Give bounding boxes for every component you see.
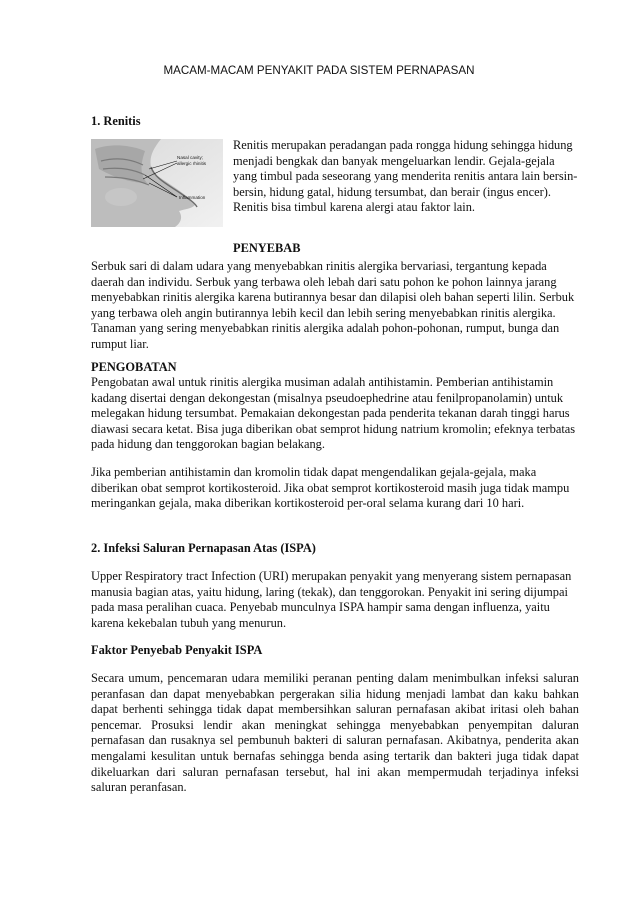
ispa-intro-text: Upper Respiratory tract Infection (URI) merupakan penyakit yang menyerang sistem pernapasan manusia bagian atas, yaitu hidung, laring (tekak), dan tenggorokan. Penyakit ini sering dijumpai pada masa peralihan cuaca. Penyebab munculnya ISPA hampir sama dengan influenza, yaitu karena kekebalan tubuh yang menurun. (91, 569, 572, 630)
nasal-cavity-illustration (91, 139, 223, 227)
renitis-intro-text: Renitis merupakan peradangan pada rongga hidung sehingga hidung menjadi bengkak dan banyak mengeluarkan lendir. Gejala-gejala yang timbul pada seseorang yang menderita renitis antara lain bersin-bersin, hidung gatal, hidung tersumbat, dan berair (ingus encer). Renitis bisa timbul karena alergi atau faktor lain. (233, 138, 578, 215)
pengobatan-text-2: Jika pemberian antihistamin dan kromolin tidak dapat mengendalikan gejala-gejala, maka diberikan obat semprot kortikosteroid. Jika obat semprot kortikosteroid masih juga tidak mampu meringankan gejala, maka diberikan kortikosteroid per-oral selama kurang dari 10 hari. (91, 465, 570, 511)
figure-label-inflammation: Inflammation (179, 195, 206, 200)
figure-label-nasal-cavity: Nasal cavity; (177, 155, 204, 160)
faktor-penyebab-heading: Faktor Penyebab Penyakit ISPA (91, 643, 263, 657)
pengobatan-text: Pengobatan awal untuk rinitis alergika musiman adalah antihistamin. Pemberian antihistamin kadang disertai dengan dekongestan (misalnya pseudoephedrine atau fenilpropanolamin) untuk melegakan hidung tersumbat. Pemakaian dekongestan pada penderita tekanan darah tinggi harus diawasi secara ketat. Bisa juga diberikan obat semprot hidung natrium kromolin; efeknya terbatas pada hidung dan tenggorokan bagian belakang. (91, 375, 576, 452)
document-title: MACAM-MACAM PENYAKIT PADA SISTEM PERNAPASAN (163, 64, 475, 77)
section-1-heading: 1. Renitis (91, 114, 141, 128)
figure-label-allergic-rhinitis: allergic rhinitis (177, 161, 207, 166)
nasal-cavity-figure (91, 139, 223, 227)
penyebab-text: Serbuk sari di dalam udara yang menyebabkan rinitis alergika bervariasi, tergantung kepada daerah dan individu. Serbuk yang terbawa oleh lebah dari satu pohon ke pohon lainnya jarang menyebabkan rinitis alergika karena butirannya besar dan dilapisi oleh bahan seperti lilin. Serbuk yang terbawa oleh angin butirannya lebih kecil dan lebih sering menyebabkan rinitis alergika. Tanaman yang sering menyebabkan rinitis alergika adalah pohon-pohonan, rumput, bunga dan rumput liar. (91, 259, 575, 351)
section-2-heading: 2. Infeksi Saluran Pernapasan Atas (ISPA) (91, 541, 316, 555)
penyebab-heading: PENYEBAB (233, 241, 301, 255)
pengobatan-heading: PENGOBATAN (91, 360, 177, 374)
faktor-penyebab-text: Secara umum, pencemaran udara memiliki peranan penting dalam menimbulkan infeksi saluran peranfasan dan dapat menyebabkan pergerakan silia hidung menjadi lambat dan kaku bahkan dapat berhenti sehingga tidak dapat membersihkan saluran pernafasan akibat iritasi oleh bahan pencemar. Prosuksi lendir akan meningkat sehingga menyebabkan penyempitan daluran pernafasan dan rusaknya sel pembunuh bakteri di saluran pernafasan. Akibatnya, penderita akan mengalami kesulitan untuk bernafas sehingga benda asing tertarik dan bakteri juga tidak dapat dikeluarkan dari saluran pernafasan tersebut, hal ini akan mempermudah terjadinya infeksi saluran peranfasan. (91, 671, 579, 795)
